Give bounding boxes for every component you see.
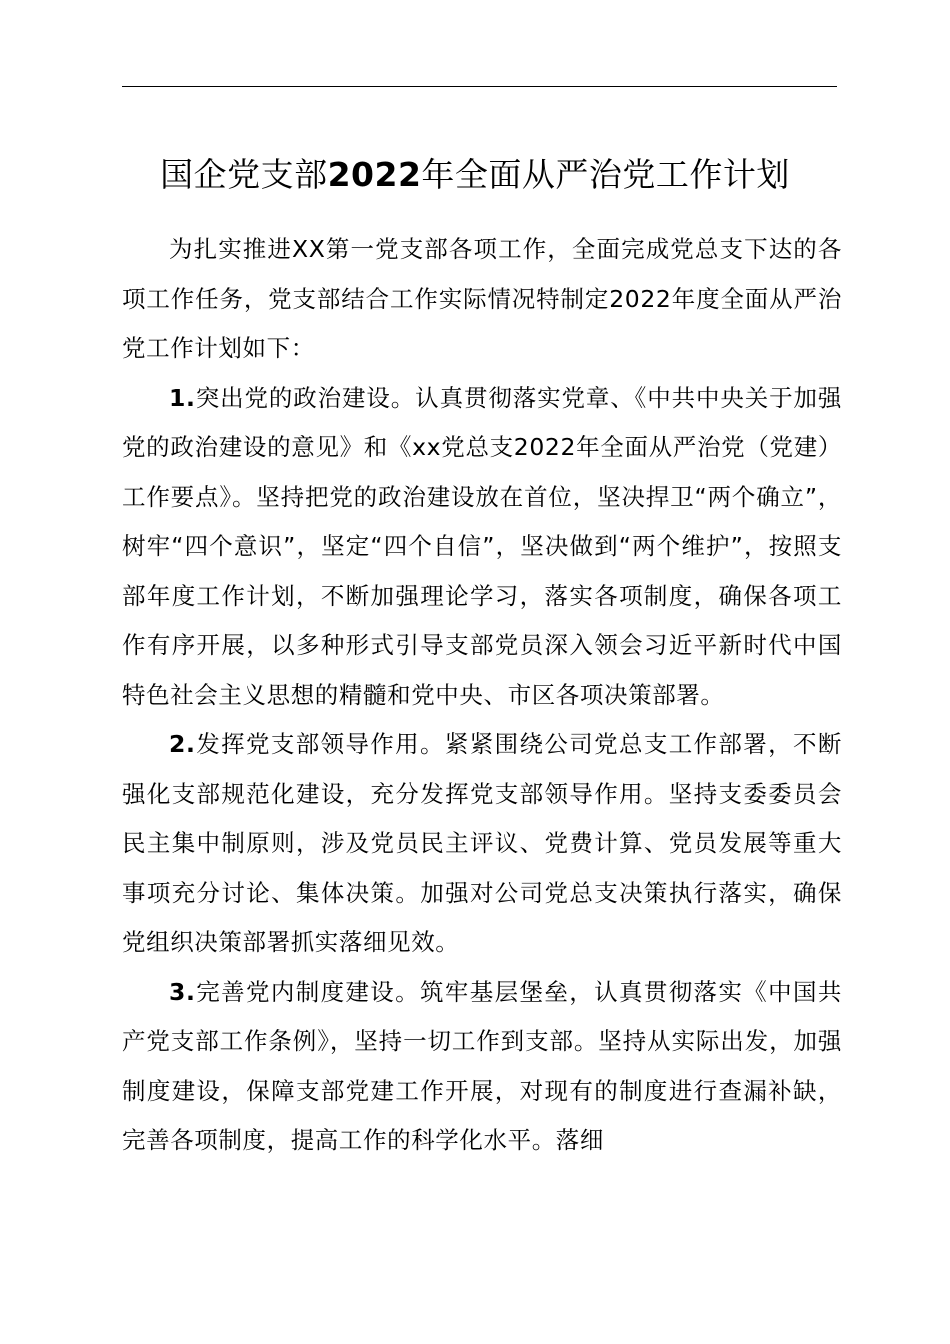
title-suffix: 年全面从严治党工作计划 bbox=[421, 155, 790, 194]
document-title bbox=[0, 150, 950, 200]
section-text: 发挥党支部领导作用。紧紧围绕公司党总支工作部署，不断强化支部规范化建设，充分发挥党支部领导作用。坚持支委委员会民主集中制原则，涉及党员民主评议、党费计算、党员发展等重大事项充分讨论、集体决策。加强对公司党总支决策执行落实，确保党组织决策部署抓实落细见效。 bbox=[122, 730, 842, 956]
document-body bbox=[122, 225, 842, 1166]
section-number: 1. bbox=[169, 383, 196, 412]
section-paragraph-2 bbox=[122, 720, 842, 968]
title-prefix: 国企党支部 bbox=[160, 155, 328, 194]
title-year: 2022 bbox=[327, 155, 422, 194]
section-paragraph-1 bbox=[122, 374, 842, 721]
section-text: 完善党内制度建设。筑牢基层堡垒，认真贯彻落实《中国共产党支部工作条例》，坚持一切工作到支部。坚持从实际出发，加强制度建设，保障支部党建工作开展，对现有的制度进行查漏补缺，完善各项制度，提高工作的科学化水平。落细 bbox=[122, 977, 842, 1154]
intro-paragraph: 为扎实推进XX第一党支部各项工作，全面完成党总支下达的各项工作任务，党支部结合工作实际情况特制定2022年度全面从严治党工作计划如下： bbox=[122, 235, 842, 362]
section-number: 2. bbox=[169, 730, 196, 758]
section-text: 突出党的政治建设。认真贯彻落实党章、《中共中央关于加强党的政治建设的意见》和《xx党总支2022年全面从严治党（党建）工作要点》。坚持把党的政治建设放在首位，坚决捍卫“两个确立”，树牢“四个意识”，坚定“四个自信”，坚决做到“两个维护”，按照支部年度工作计划，不断加强理论学习，落实各项制度，确保各项工作有序开展，以多种形式引导支部党员深入领会习近平新时代中国特色社会主义思想的精髓和党中央、市区各项决策部署。 bbox=[122, 383, 842, 709]
header-rule bbox=[122, 86, 837, 87]
section-number: 3. bbox=[169, 977, 196, 1006]
section-paragraph-3 bbox=[122, 968, 842, 1166]
